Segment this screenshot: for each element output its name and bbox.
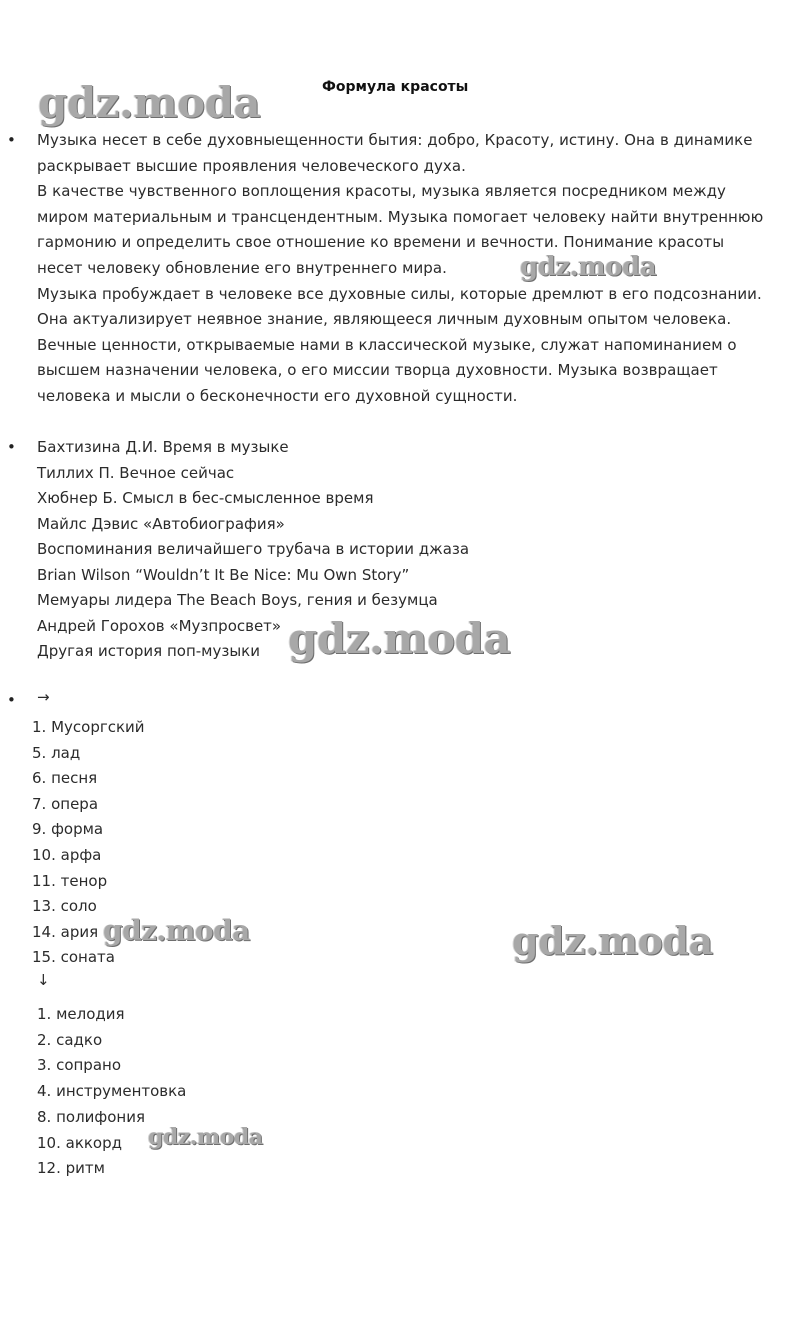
list-item: 3. сопрано bbox=[37, 1056, 122, 1075]
list-item: 8. полифония bbox=[37, 1107, 145, 1126]
list-item: 2. садко bbox=[37, 1030, 103, 1049]
essay-line: миром материальным и трансцендентным. Музыка помогает человеку найти внутреннюю bbox=[37, 207, 764, 226]
list-item: 9. форма bbox=[32, 820, 104, 839]
list-item: 1. Мусоргский bbox=[32, 718, 145, 736]
list-item: Brian Wilson “Wouldn’t It Be Nice: Mu Own Story” bbox=[37, 565, 410, 584]
bullet-3: • bbox=[7, 691, 16, 709]
list-item: Другая история поп-музыки bbox=[37, 642, 260, 660]
watermark: gdz.moda bbox=[38, 78, 261, 127]
right-arrow-icon: → bbox=[37, 688, 50, 706]
list-item: 10. аккорд bbox=[37, 1133, 123, 1152]
bullet-2: • bbox=[7, 438, 16, 456]
list-item: 15. соната bbox=[32, 948, 115, 967]
watermark: gdz.moda bbox=[148, 1124, 263, 1150]
essay-line: высшем назначении человека, о его миссии творца духовности. Музыка возвращает bbox=[37, 361, 718, 380]
list-item: 7. опера bbox=[32, 794, 99, 813]
list-item: Воспоминания величайшего трубача в истории джаза bbox=[37, 540, 470, 558]
page-title: Формула красоты bbox=[322, 79, 469, 95]
watermark: gdz.moda bbox=[103, 914, 250, 947]
essay-line: В качестве чувственного воплощения красоты, музыка является посредником между bbox=[37, 182, 726, 201]
list-item: Тиллих П. Вечное сейчас bbox=[37, 463, 235, 482]
list-item: 11. тенор bbox=[32, 871, 108, 890]
crossword-down-list bbox=[37, 1002, 186, 1182]
list-item: 6. песня bbox=[32, 769, 98, 788]
list-item: Мемуары лидера The Beach Boys, гения и безумца bbox=[37, 591, 438, 609]
list-item: 5. лад bbox=[32, 743, 81, 762]
list-item: 4. инструментовка bbox=[37, 1082, 187, 1101]
essay-line: Музыка пробуждает в человеке все духовные силы, которые дремлют в его подсознании. bbox=[37, 284, 762, 303]
essay-line: раскрывает высшие проявления человеческого духа. bbox=[37, 156, 466, 175]
down-arrow-icon: ↓ bbox=[37, 971, 50, 989]
list-item: Бахтизина Д.И. Время в музыке bbox=[37, 438, 289, 456]
watermark: gdz.moda bbox=[520, 252, 657, 282]
essay-line: Музыка несет в себе духовныещенности бытия: добро, Красоту, истину. Она в динамике bbox=[37, 131, 753, 149]
list-item: Майлс Дэвис «Автобиография» bbox=[37, 514, 285, 533]
essay-line: несет человеку обновление его внутреннего мира. bbox=[37, 258, 447, 277]
list-item: 13. соло bbox=[32, 897, 97, 916]
essay-line: Она актуализирует неявное знание, являющееся личным духовным опытом человека. bbox=[37, 310, 732, 329]
list-item: 10. арфа bbox=[32, 845, 102, 864]
list-item: 1. мелодия bbox=[37, 1005, 125, 1023]
essay-line: Вечные ценности, открываемые нами в классической музыке, служат напоминанием о bbox=[37, 335, 737, 354]
essay-line: человека и мысли о бесконечности его духовной сущности. bbox=[37, 386, 518, 405]
watermark: gdz.moda bbox=[512, 918, 713, 963]
list-item: 12. ритм bbox=[37, 1159, 105, 1178]
list-item: Андрей Горохов «Музпросвет» bbox=[37, 616, 282, 635]
essay-line: гармонию и определить свое отношение ко времени и вечности. Понимание красоты bbox=[37, 233, 725, 252]
list-item: 14. ария bbox=[32, 922, 99, 941]
bullet-1: • bbox=[7, 131, 16, 149]
list-item: Хюбнер Б. Смысл в бес-смысленное время bbox=[37, 489, 374, 507]
watermark: gdz.moda bbox=[288, 614, 511, 663]
